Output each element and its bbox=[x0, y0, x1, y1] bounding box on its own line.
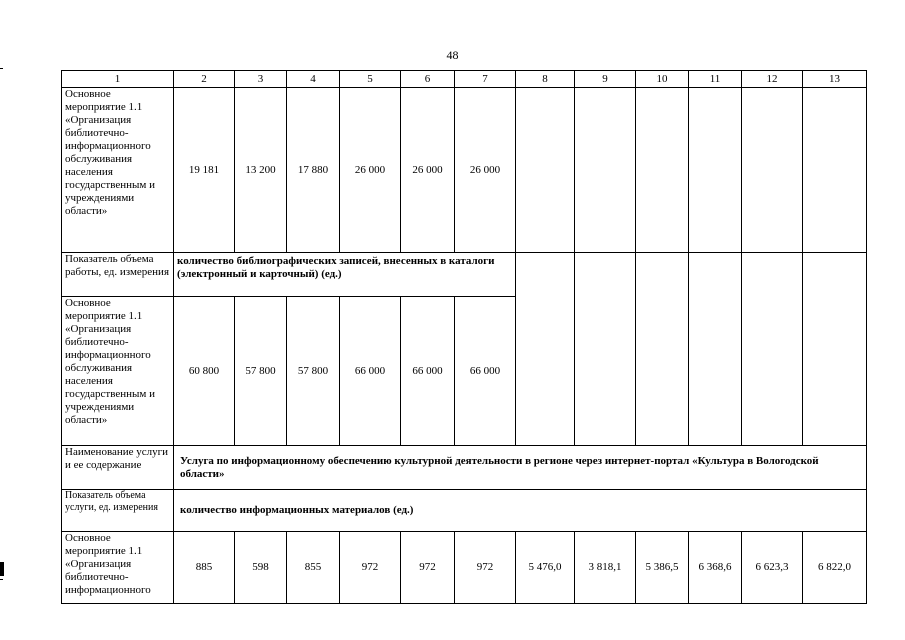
row-label: Наименование услуги и ее содержание bbox=[62, 446, 174, 490]
empty-cell bbox=[636, 253, 689, 446]
value-cell: 66 000 bbox=[455, 297, 516, 446]
row-label: Основное мероприятие 1.1 «Организация библиотечно-информационного обслуживания населения государственным и учреждениями области» bbox=[62, 297, 174, 446]
row-label: Показатель объема работы, ед. измерения bbox=[62, 253, 174, 297]
header-cell: 11 bbox=[689, 71, 742, 88]
header-cell: 6 bbox=[401, 71, 455, 88]
value-cell: 66 000 bbox=[340, 297, 401, 446]
value-cell: 26 000 bbox=[340, 88, 401, 253]
value-cell: 972 bbox=[455, 532, 516, 604]
header-cell: 3 bbox=[235, 71, 287, 88]
table-row bbox=[62, 253, 867, 297]
row-label: Основное мероприятие 1.1 «Организация библиотечно-информационного обслуживания населения государственным и учреждениями области» bbox=[62, 88, 174, 253]
value-cell: 26 000 bbox=[401, 88, 455, 253]
empty-cell bbox=[803, 88, 867, 253]
value-cell: 855 bbox=[287, 532, 340, 604]
empty-cell bbox=[742, 88, 803, 253]
empty-cell bbox=[689, 88, 742, 253]
scan-edge-mark bbox=[0, 68, 3, 69]
indicator-text: количество информационных материалов (ед.) bbox=[174, 490, 867, 532]
header-cell: 12 bbox=[742, 71, 803, 88]
row-label: Показатель объема услуги, ед. измерения bbox=[62, 490, 174, 532]
empty-cell bbox=[575, 88, 636, 253]
page-number: 48 bbox=[446, 48, 459, 62]
value-cell: 57 800 bbox=[235, 297, 287, 446]
empty-cell bbox=[689, 253, 742, 446]
value-cell: 5 386,5 bbox=[636, 532, 689, 604]
value-cell: 5 476,0 bbox=[516, 532, 575, 604]
empty-cell bbox=[803, 253, 867, 446]
table-row bbox=[62, 532, 867, 604]
data-table bbox=[61, 70, 867, 604]
header-cell: 13 bbox=[803, 71, 867, 88]
empty-cell bbox=[516, 88, 575, 253]
value-cell: 972 bbox=[401, 532, 455, 604]
empty-cell bbox=[636, 88, 689, 253]
value-cell: 17 880 bbox=[287, 88, 340, 253]
value-cell: 13 200 bbox=[235, 88, 287, 253]
header-cell: 1 bbox=[62, 71, 174, 88]
header-cell: 5 bbox=[340, 71, 401, 88]
header-cell: 8 bbox=[516, 71, 575, 88]
header-cell: 4 bbox=[287, 71, 340, 88]
scan-edge-mark bbox=[0, 562, 4, 576]
value-cell: 598 bbox=[235, 532, 287, 604]
table-row bbox=[62, 490, 867, 532]
header-cell: 7 bbox=[455, 71, 516, 88]
table-row bbox=[62, 88, 867, 253]
header-row bbox=[62, 71, 867, 88]
value-cell: 57 800 bbox=[287, 297, 340, 446]
value-cell: 19 181 bbox=[174, 88, 235, 253]
value-cell: 60 800 bbox=[174, 297, 235, 446]
indicator-text: количество библиографических записей, внесенных в каталоги (электронный и карточный) (ед.) bbox=[174, 253, 516, 297]
value-cell: 3 818,1 bbox=[575, 532, 636, 604]
header-cell: 9 bbox=[575, 71, 636, 88]
value-cell: 6 368,6 bbox=[689, 532, 742, 604]
header-cell: 2 bbox=[174, 71, 235, 88]
header-cell: 10 bbox=[636, 71, 689, 88]
value-cell: 66 000 bbox=[401, 297, 455, 446]
value-cell: 972 bbox=[340, 532, 401, 604]
value-cell: 885 bbox=[174, 532, 235, 604]
service-name-text: Услуга по информационному обеспечению культурной деятельности в регионе через интернет-портал «Культура в Вологодской области» bbox=[174, 446, 867, 490]
value-cell: 6 623,3 bbox=[742, 532, 803, 604]
value-cell: 26 000 bbox=[455, 88, 516, 253]
scan-edge-mark bbox=[0, 579, 3, 580]
empty-cell bbox=[742, 253, 803, 446]
value-cell: 6 822,0 bbox=[803, 532, 867, 604]
empty-cell bbox=[516, 253, 575, 446]
empty-cell bbox=[575, 253, 636, 446]
table-row bbox=[62, 446, 867, 490]
row-label: Основное мероприятие 1.1 «Организация библиотечно-информационного bbox=[62, 532, 174, 604]
